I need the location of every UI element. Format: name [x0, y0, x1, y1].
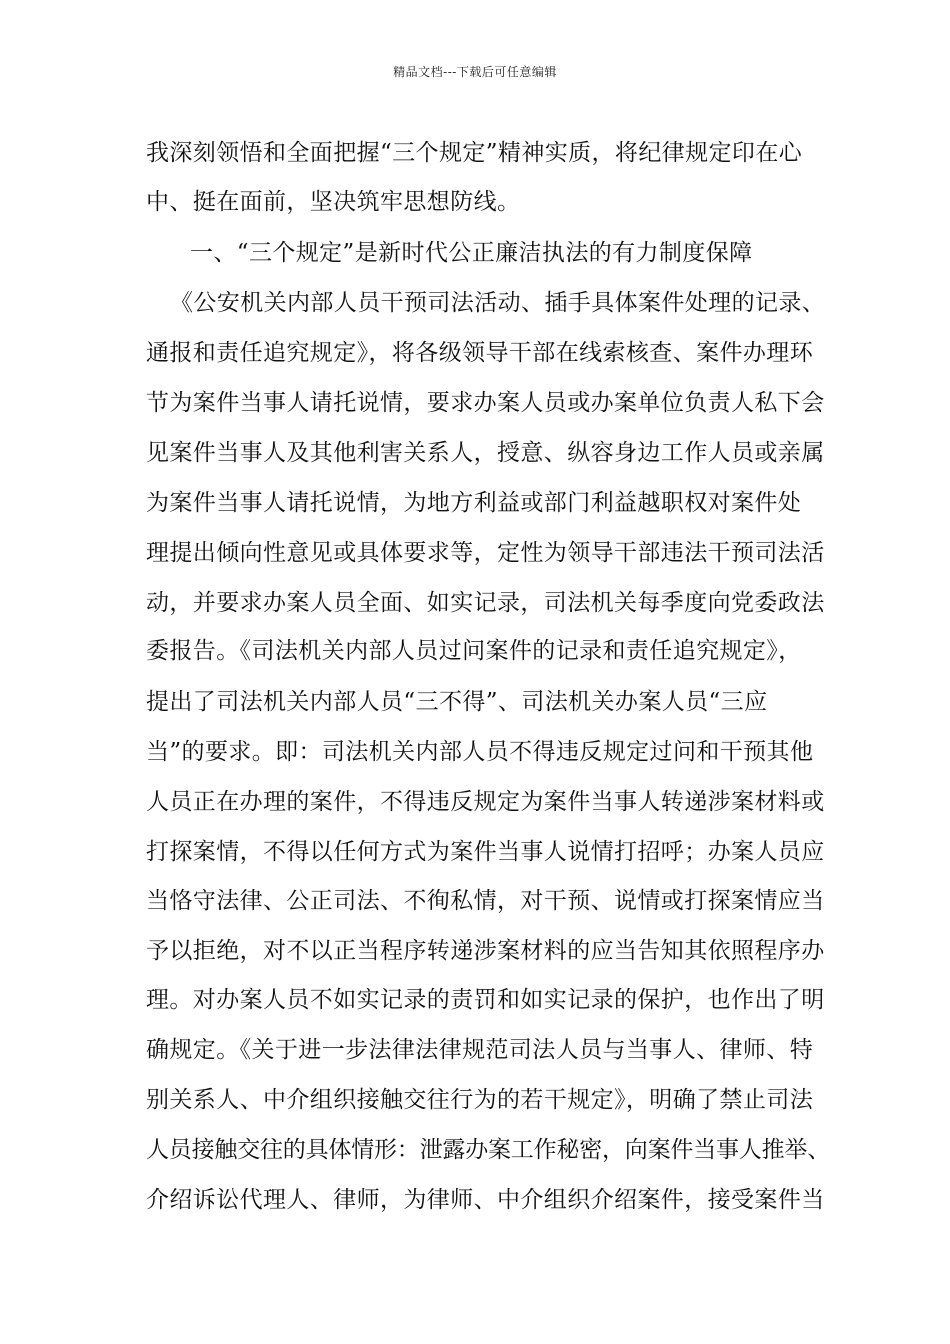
body-line: 中、挺在面前，坚决筑牢思想防线。: [146, 189, 521, 215]
body-line: 确规定。《关于进一步法律法律规范司法人员与当事人、律师、特: [146, 1037, 814, 1063]
body-line: 人员正在办理的案件，不得违反规定为案件当事人转递涉案材料或: [146, 789, 825, 815]
body-line: 动，并要求办案人员全面、如实记录，司法机关每季度向党委政法: [146, 590, 825, 616]
body-line: 当”的要求。即：司法机关内部人员不得违反规定过问和干预其他: [146, 739, 814, 765]
body-line: 予以拒绝，对不以正当程序转递涉案材料的应当告知其依照程序办: [146, 938, 825, 964]
body-line: 见案件当事人及其他利害关系人，授意、纵容身边工作人员或亲属: [146, 440, 825, 466]
body-line: 打探案情，不得以任何方式为案件当事人说情打招呼；办案人员应: [146, 839, 825, 865]
body-line: 当恪守法律、公正司法、不徇私情，对干预、说情或打探案情应当: [146, 888, 825, 914]
body-line: 介绍诉讼代理人、律师，为律师、中介组织介绍案件，接受案件当: [146, 1187, 825, 1213]
body-line: 别关系人、中介组织接触交往行为的若干规定》，明确了禁止司法: [146, 1087, 814, 1113]
body-line: 通报和责任追究规定》，将各级领导干部在线索核查、案件办理环: [146, 340, 814, 366]
section-heading: 一、“三个规定”是新时代公正廉洁执法的有力制度保障: [190, 240, 753, 266]
body-line: 提出了司法机关内部人员“三不得”、司法机关办案人员“三应: [146, 689, 768, 715]
body-line: 节为案件当事人请托说情，要求办案人员或办案单位负责人私下会: [146, 390, 825, 416]
body-line: 人员接触交往的具体情形：泄露办案工作秘密，向案件当事人推举、: [146, 1137, 831, 1163]
body-line: 我深刻领悟和全面把握“三个规定”精神实质，将纪律规定印在心: [146, 140, 803, 166]
body-line: 理提出倾向性意见或具体要求等，定性为领导干部违法干预司法活: [146, 540, 825, 566]
body-line: 委报告。《司法机关内部人员过问案件的记录和责任追究规定》，: [146, 638, 802, 664]
page-header: 精品文档---下载后可任意编辑: [393, 65, 557, 79]
body-line: 《公安机关内部人员干预司法活动、插手具体案件处理的记录、: [170, 290, 826, 316]
body-line: 为案件当事人请托说情，为地方利益或部门利益越职权对案件处: [146, 490, 802, 516]
body-line: 理。对办案人员不如实记录的责罚和如实记录的保护，也作出了明: [146, 987, 825, 1013]
